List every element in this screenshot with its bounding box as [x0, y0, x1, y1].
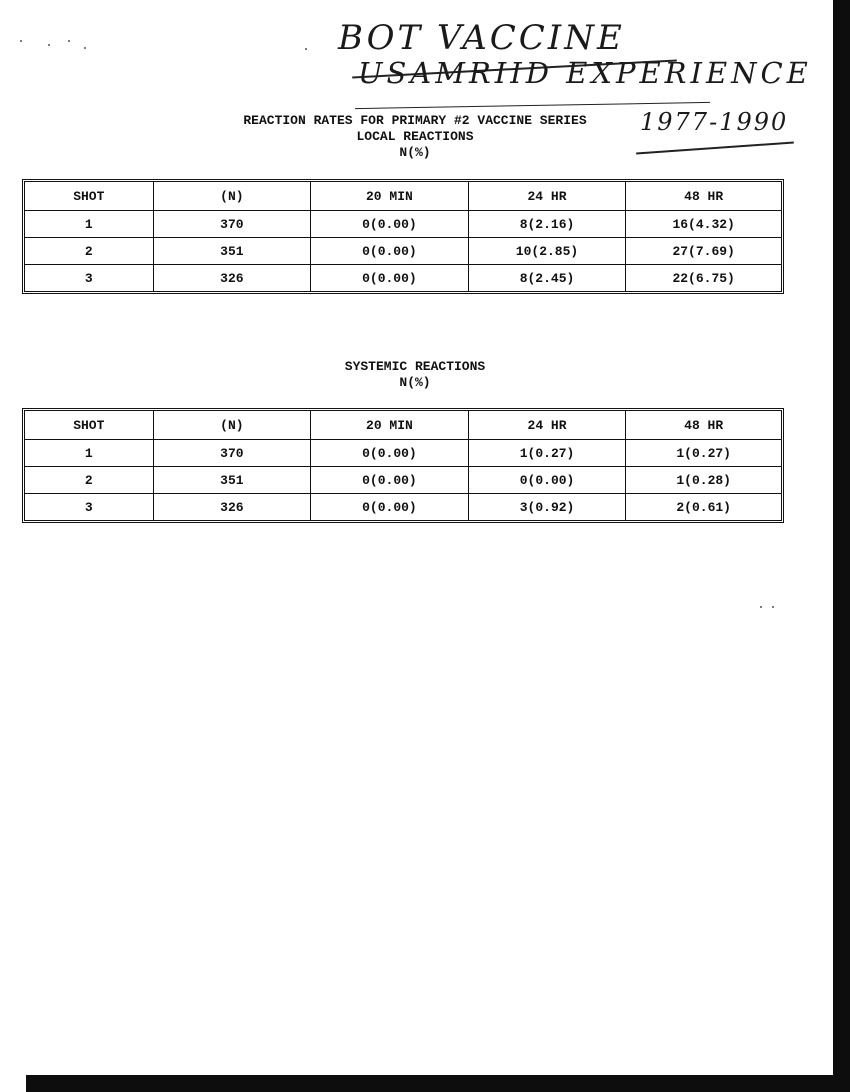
table-cell: 1(0.28): [626, 467, 781, 494]
table-cell: 0(0.00): [311, 211, 469, 238]
table-cell: 8(2.16): [469, 211, 627, 238]
local-reactions-heading: LOCAL REACTIONS: [356, 129, 474, 144]
table-cell: 16(4.32): [626, 211, 781, 238]
table-cell: 3: [25, 265, 154, 291]
column-header: 20 MIN: [311, 411, 469, 440]
table-row: [25, 440, 781, 467]
table-cell: 1: [25, 440, 154, 467]
table-cell: 1(0.27): [626, 440, 781, 467]
table-cell: 1(0.27): [469, 440, 627, 467]
scan-speck: [84, 47, 86, 49]
scan-speck: [20, 40, 22, 42]
table-cell: 326: [154, 494, 312, 520]
table-cell: 0(0.00): [469, 467, 627, 494]
column-header: (N): [154, 182, 311, 211]
scan-speck: [48, 44, 50, 46]
table-row: [25, 238, 781, 265]
table-cell: 351: [154, 467, 312, 494]
table-cell: 8(2.45): [469, 265, 627, 291]
column-header: SHOT: [25, 411, 154, 440]
systemic-reactions-unit: N(%): [399, 375, 431, 390]
table-cell: 1: [25, 211, 154, 238]
table-cell: 0(0.00): [311, 440, 469, 467]
table-cell: 326: [154, 265, 311, 291]
scan-speck: [305, 48, 307, 50]
scan-edge-right: [833, 0, 850, 1092]
table-cell: 0(0.00): [311, 238, 469, 265]
table-cell: 351: [154, 238, 311, 265]
table-cell: 3: [25, 494, 154, 520]
local-reactions-unit: N(%): [399, 145, 431, 160]
table-cell: 0(0.00): [311, 467, 469, 494]
table-cell: 0(0.00): [311, 494, 469, 520]
column-header: 48 HR: [626, 411, 781, 440]
systemic-reactions-table: [22, 408, 784, 523]
table-cell: 22(6.75): [672, 270, 735, 286]
scan-speck: [68, 40, 70, 42]
document-title: REACTION RATES FOR PRIMARY #2 VACCINE SERIES: [243, 113, 587, 128]
table-cell: 370: [154, 211, 311, 238]
table-cell: 370: [154, 440, 312, 467]
table-row: [25, 494, 781, 520]
table-cell: 0(0.00): [311, 265, 469, 291]
column-header: 20 MIN: [311, 182, 469, 211]
table-cell: 2: [25, 238, 154, 265]
table-row: [25, 265, 781, 291]
systemic-reactions-heading: SYSTEMIC REACTIONS: [344, 359, 486, 374]
scan-speck: [760, 606, 762, 608]
handwritten-note-title: BOT VACCINE: [338, 18, 625, 58]
scan-speck: [772, 606, 774, 608]
table-cell: 10(2.85): [469, 238, 627, 265]
column-header: 24 HR: [469, 411, 627, 440]
table-cell: 2(0.61): [676, 499, 731, 515]
table-cell: 3(0.92): [469, 494, 627, 520]
table-header-row: [25, 182, 781, 211]
scan-edge-bottom: [26, 1075, 850, 1092]
column-header: 24 HR: [469, 182, 627, 211]
local-reactions-table: [22, 179, 784, 294]
table-row: [25, 211, 781, 238]
column-header: (N): [154, 411, 312, 440]
column-header: SHOT: [25, 182, 154, 211]
table-cell: 2: [25, 467, 154, 494]
column-header: 48 HR: [626, 182, 781, 211]
table-header-row: [25, 411, 781, 440]
table-row: [25, 467, 781, 494]
handwritten-note-dates: 1977-1990: [640, 108, 789, 136]
handwritten-note-subtitle: USAMRIID EXPERIENCE: [358, 56, 812, 90]
table-cell: 27(7.69): [626, 238, 781, 265]
